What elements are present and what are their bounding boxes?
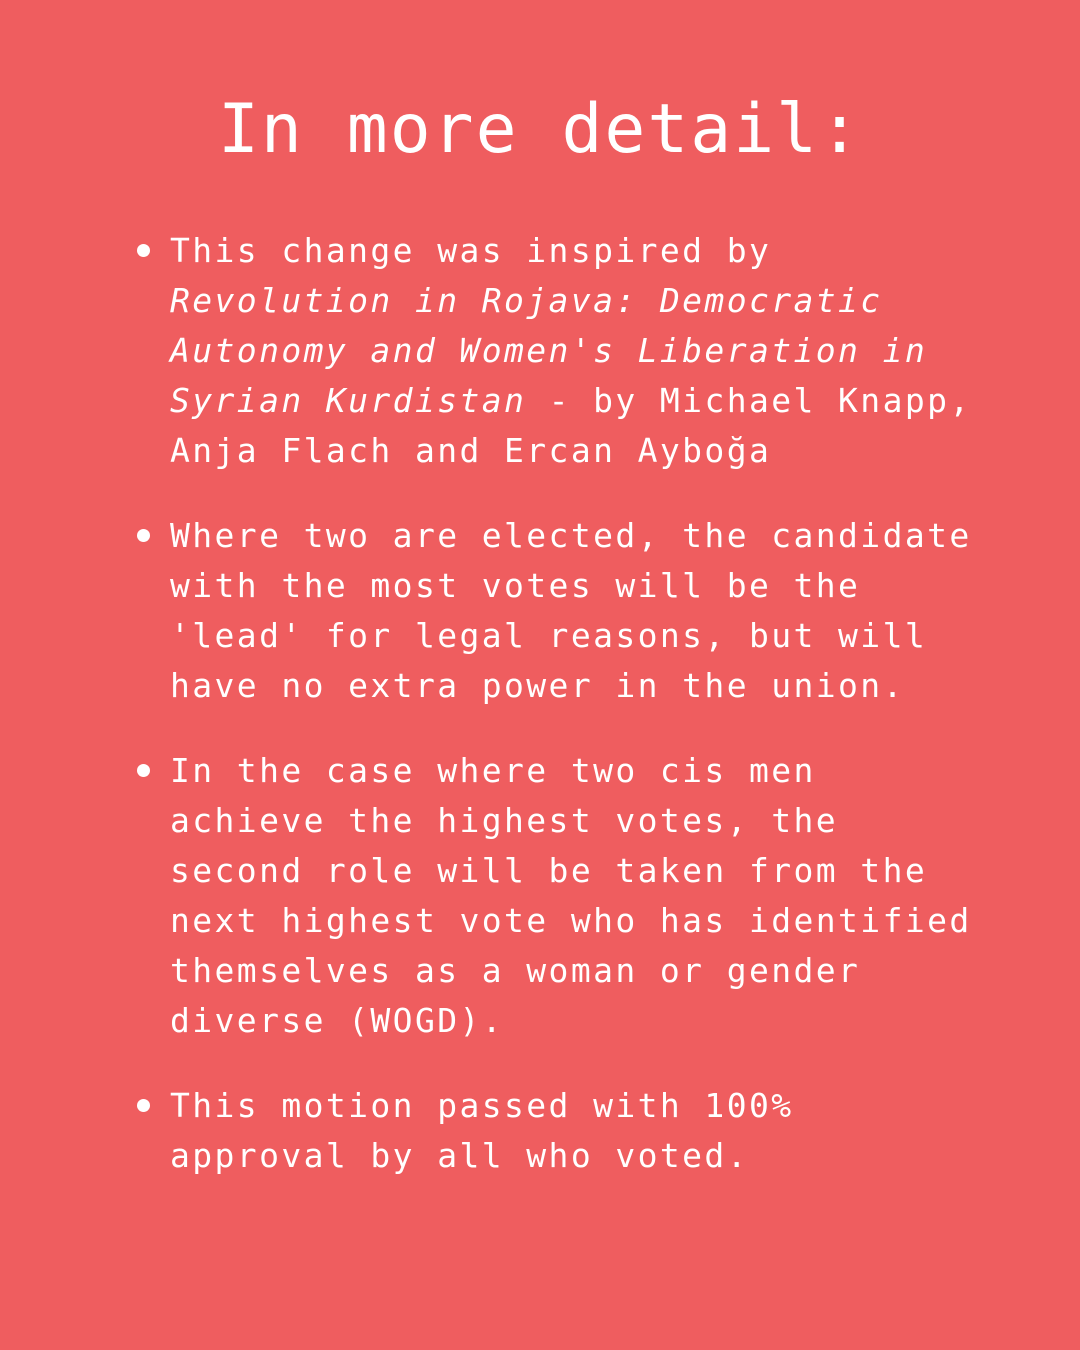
bullet-icon: [137, 529, 150, 542]
bullet-icon: [137, 1099, 150, 1112]
page-title: In more detail:: [217, 90, 863, 169]
bullet-list: [132, 226, 992, 1216]
bullet-text: In the case where two cis men achieve the highest votes, the second role will be taken from the next highest vote who has identified themselves as a woman or gender diverse (WOGD).: [170, 751, 972, 1040]
bullet-text: Where two are elected, the candidate with the most votes will be the 'lead' for legal reasons, but will have no extra power in the union.: [170, 516, 972, 705]
list-item: [132, 226, 992, 476]
bullet-text-before: This change was inspired by: [170, 231, 772, 270]
list-item: [132, 1081, 992, 1181]
bullet-text-after: - by Michael Knapp, Anja Flach and Ercan Ayboğa: [170, 381, 972, 470]
book-title: Revolution in Rojava: Democratic Autonomy and Women's Liberation in Syrian Kurdistan: [170, 281, 928, 420]
bullet-text: This motion passed with 100% approval by all who voted.: [170, 1086, 794, 1175]
bullet-icon: [137, 764, 150, 777]
bullet-icon: [137, 244, 150, 257]
list-item: [132, 511, 992, 711]
list-item: [132, 746, 992, 1046]
